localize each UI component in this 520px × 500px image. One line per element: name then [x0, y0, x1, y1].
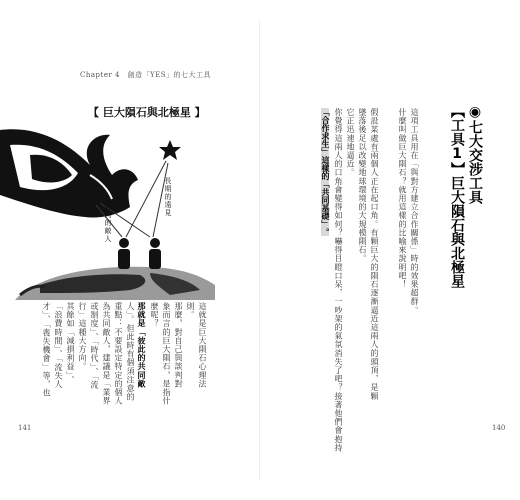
text-column: 人」。但此時有個須注意的 [126, 302, 135, 402]
text-column: 象而言的巨大隕石，是指什 [162, 302, 171, 406]
tool-title: 【工具1】巨大隕石與北極星 [449, 104, 465, 288]
text-column: 這就是巨大隕石心理法 [198, 302, 207, 388]
right-page [260, 0, 520, 500]
page-number: 140 [492, 424, 506, 432]
text-column: 那就是「彼此的共同敵 [137, 302, 147, 388]
meteor-and-north-star-illustration [0, 125, 215, 300]
figure-box-title: 【 巨大隕石與北極星 】 [88, 106, 206, 119]
label-distant-vision: 長期的遠見 [164, 177, 172, 217]
meteor-icon [0, 129, 138, 217]
text-column: 你覺得這兩人的口角會變得如何？嚇得目瞪口呆，一吵架的氣氛消失了吧？接著他們會抱持 [334, 108, 343, 452]
text-column: 為共同敵人，建議是「業界 [102, 302, 111, 406]
text-column: 什麼叫做巨大隕石？就用這樣的比喻來說明吧！ [398, 108, 407, 289]
text-column: 才」、「喪失機會」等，也 [42, 302, 51, 398]
text-column: 重點：不要設定特定的個人 [114, 302, 123, 406]
label-common-enemy: 共同的敵人 [104, 203, 112, 243]
text-column: 行」這種大方向。 [78, 302, 87, 371]
text-column: 墜落後足以改變地球環境的大規模隕石。 [358, 108, 367, 263]
north-star-icon [159, 140, 181, 160]
text-column: 假設某處有兩個人正在起口角。有顆巨大的隕石逐漸逼近這兩人的頭頂，是顆 [370, 108, 379, 401]
running-head: Chapter 4 創造「YES」的七大工具 [80, 71, 212, 79]
text-column: 它正迅速地逼近。 [346, 108, 355, 177]
text-column: 這項工具用在「與對方建立合作關係」時的效果超群。 [410, 108, 419, 315]
text-column-highlight: 「合作求生」這樣的「共同基礎」。 [321, 108, 330, 236]
text-column: 則。 [186, 302, 195, 320]
earth-globe-icon [15, 267, 215, 300]
section-heading: ◉七大交涉工具 [467, 104, 483, 204]
text-column: 「浪費時間」、「流失人 [54, 302, 63, 389]
page-number: 141 [18, 424, 32, 432]
text-column: 其餘如「減損利益」、 [66, 302, 75, 384]
text-column: 那麼，對自己與談判對 [174, 302, 183, 388]
two-people-icon [118, 238, 161, 269]
text-column: 或制度」、「時代」、「流 [90, 302, 99, 390]
text-column: 麼呢？ [150, 302, 159, 328]
